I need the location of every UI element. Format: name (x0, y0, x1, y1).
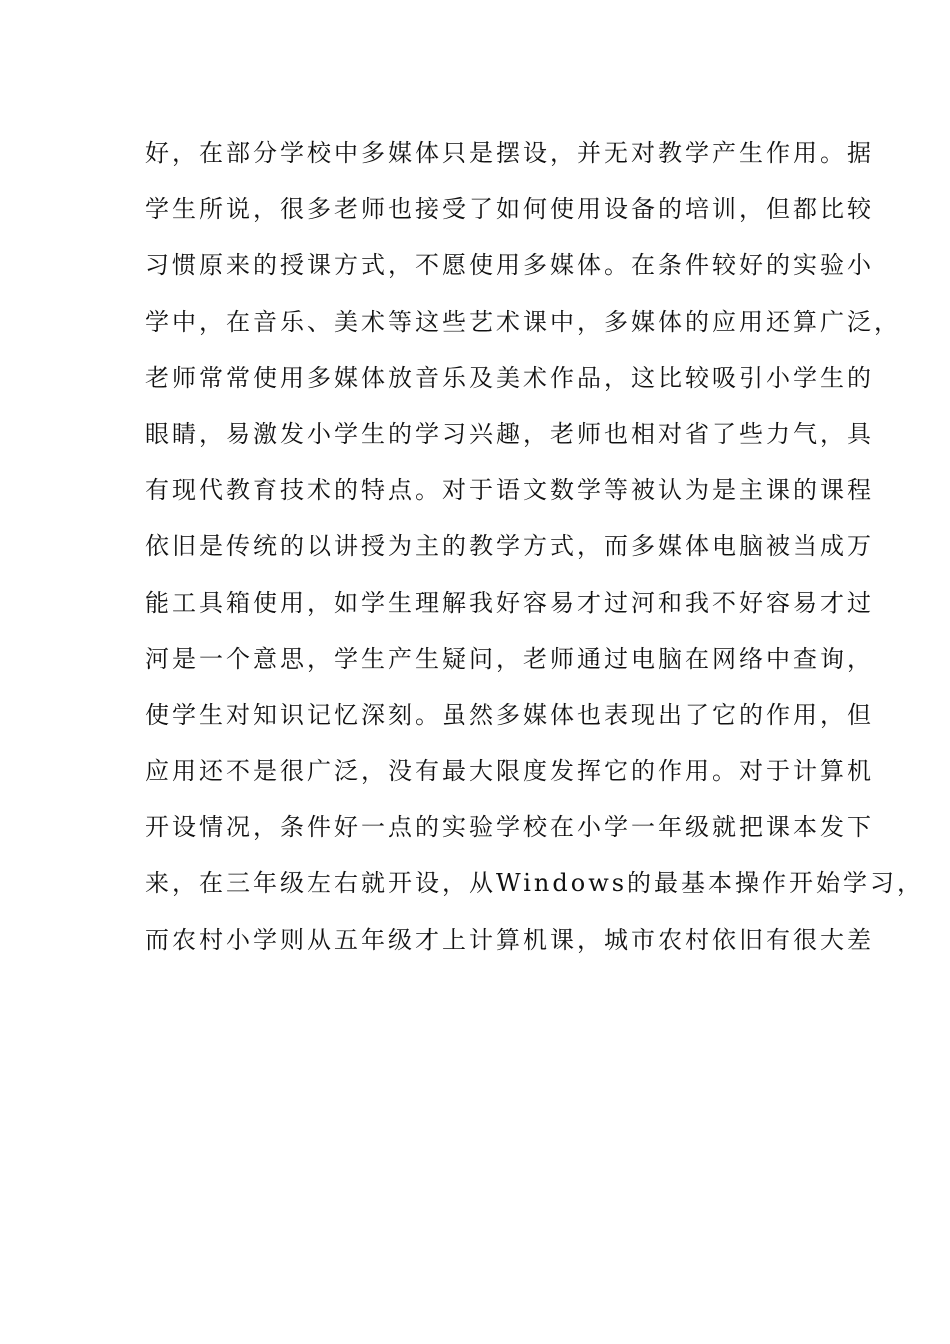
text-line: 开设情况，条件好一点的实验学校在小学一年级就把课本发下 (145, 813, 874, 842)
text-line: 习惯原来的授课方式，不愿使用多媒体。在条件较好的实验小 (145, 251, 874, 280)
text-line: 而农村小学则从五年级才上计算机课，城市农村依旧有很大差 (145, 925, 874, 954)
text-line: 好，在部分学校中多媒体只是摆设，并无对教学产生作用。据 (145, 139, 874, 167)
text-line: 眼睛，易激发小学生的学习兴趣，老师也相对省了些力气，具 (145, 419, 874, 448)
text-line: 能工具箱使用，如学生理解我好容易才过河和我不好容易才过 (145, 588, 874, 617)
text-line: 应用还不是很广泛，没有最大限度发挥它的作用。对于计算机 (145, 757, 874, 786)
text-line: 使学生对知识记忆深刻。虽然多媒体也表现出了它的作用，但 (145, 700, 874, 729)
text-line: 学中，在音乐、美术等这些艺术课中，多媒体的应用还算广泛， (145, 307, 901, 336)
text-line: 来，在三年级左右就开设，从Windows的最基本操作开始学习， (145, 869, 925, 898)
text-line: 老师常常使用多媒体放音乐及美术作品，这比较吸引小学生的 (145, 363, 874, 392)
body-text (145, 130, 925, 973)
text-line: 依旧是传统的以讲授为主的教学方式，而多媒体电脑被当成万 (145, 532, 874, 561)
text-line: 有现代教育技术的特点。对于语文数学等被认为是主课的课程 (145, 476, 874, 505)
text-line: 河是一个意思，学生产生疑问，老师通过电脑在网络中查询， (145, 644, 874, 673)
text-line: 学生所说，很多老师也接受了如何使用设备的培训，但都比较 (145, 195, 874, 224)
